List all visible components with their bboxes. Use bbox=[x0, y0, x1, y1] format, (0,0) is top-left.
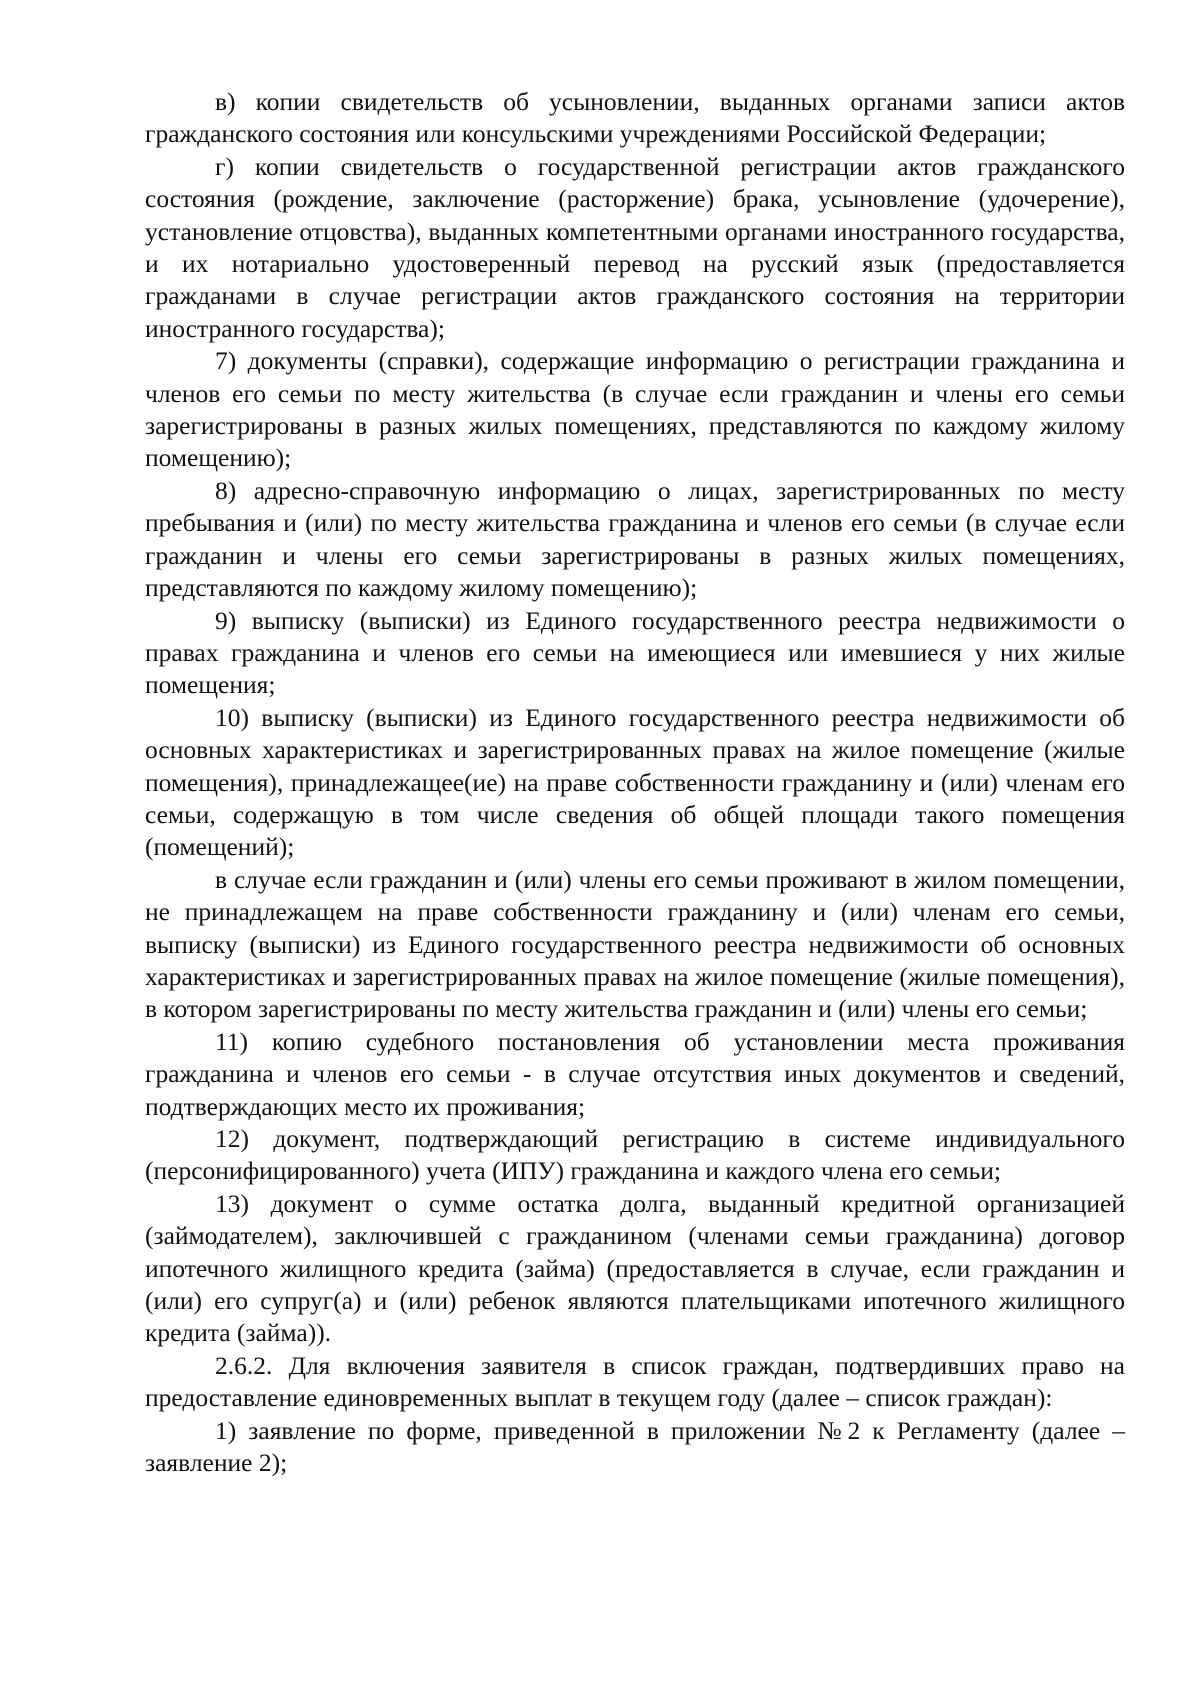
paragraph-non-owned-premises: в случае если гражданин и (или) члены его семьи проживают в жилом помещении, не принадлежащем на праве собственности гражданину и (или) членам его семьи, выписку (выписки) из Единого государственного реестра недвижимости об основных характеристиках и зарегистрированных правах на жилое помещение (жилые помещения), в котором зарегистрированы по месту жительства гражданин и (или) члены его семьи; bbox=[145, 864, 1125, 1024]
paragraph-g-foreign-certificates: г) копии свидетельств о государственной регистрации актов гражданского состояния (рождение, заключение (расторжение) брака, усыновление (удочерение), установление отцовства), выданных компетентными органами иностранного государства, и их нотариально удостоверенный перевод на русский язык (предоставляется гражданами в случае регистрации актов гражданского состояния на территории иностранного государства); bbox=[145, 151, 1125, 343]
paragraph-2-6-2-citizens-list: 2.6.2. Для включения заявителя в список граждан, подтвердивших право на предоставление единовременных выплат в текущем году (далее – список граждан): bbox=[145, 1350, 1125, 1413]
paragraph-11-court-decision: 11) копию судебного постановления об установлении места проживания гражданина и членов его семьи - в случае отсутствия иных документов и сведений, подтверждающих место их проживания; bbox=[145, 1026, 1125, 1121]
paragraph-13-debt-balance: 13) документ о сумме остатка долга, выданный кредитной организацией (займодателем), заключившей с гражданином (членами семьи гражданина) договор ипотечного жилищного кредита (займа) (предоставляется в случае, если гражданин и (или) его супруг(а) и (или) ребенок являются плательщиками ипотечного жилищного кредита (займа)). bbox=[145, 1188, 1125, 1348]
paragraph-9-registry-extract: 9) выписку (выписки) из Единого государственного реестра недвижимости о правах гражданина и членов его семьи на имеющиеся или имевшиеся у них жилые помещения; bbox=[145, 605, 1125, 700]
paragraph-v-adoption-certificates: в) копии свидетельств об усыновлении, выданных органами записи актов гражданского состояния или консульскими учреждениями Российской Федерации; bbox=[145, 87, 1125, 149]
paragraph-1-application-form: 1) заявление по форме, приведенной в приложении №2 к Регламенту (далее – заявление 2); bbox=[145, 1415, 1125, 1478]
paragraph-8-address-information: 8) адресно-справочную информацию о лицах, зарегистрированных по месту пребывания и (или) по месту жительства гражданина и членов его семьи (в случае если гражданин и члены его семьи зарегистрированы в разных жилых помещениях, представляются по каждому жилому помещению); bbox=[145, 475, 1125, 603]
document-page bbox=[145, 86, 1125, 1479]
paragraph-10-registry-extract: 10) выписку (выписки) из Единого государственного реестра недвижимости об основных характеристиках и зарегистрированных правах на жилое помещение (жилые помещения), принадлежащее(ие) на праве собственности гражданину и (или) членам его семьи, содержащую в том числе сведения об общей площади такого помещения (помещений); bbox=[145, 702, 1125, 862]
paragraph-12-individual-account: 12) документ, подтверждающий регистрацию в системе индивидуального (персонифицированного) учета (ИПУ) гражданина и каждого члена его семьи; bbox=[145, 1124, 1125, 1186]
paragraph-7-registration-documents: 7) документы (справки), содержащие информацию о регистрации гражданина и членов его семьи по месту жительства (в случае если гражданин и члены его семьи зарегистрированы в разных жилых помещениях, представляются по каждому жилому помещению); bbox=[145, 346, 1125, 473]
